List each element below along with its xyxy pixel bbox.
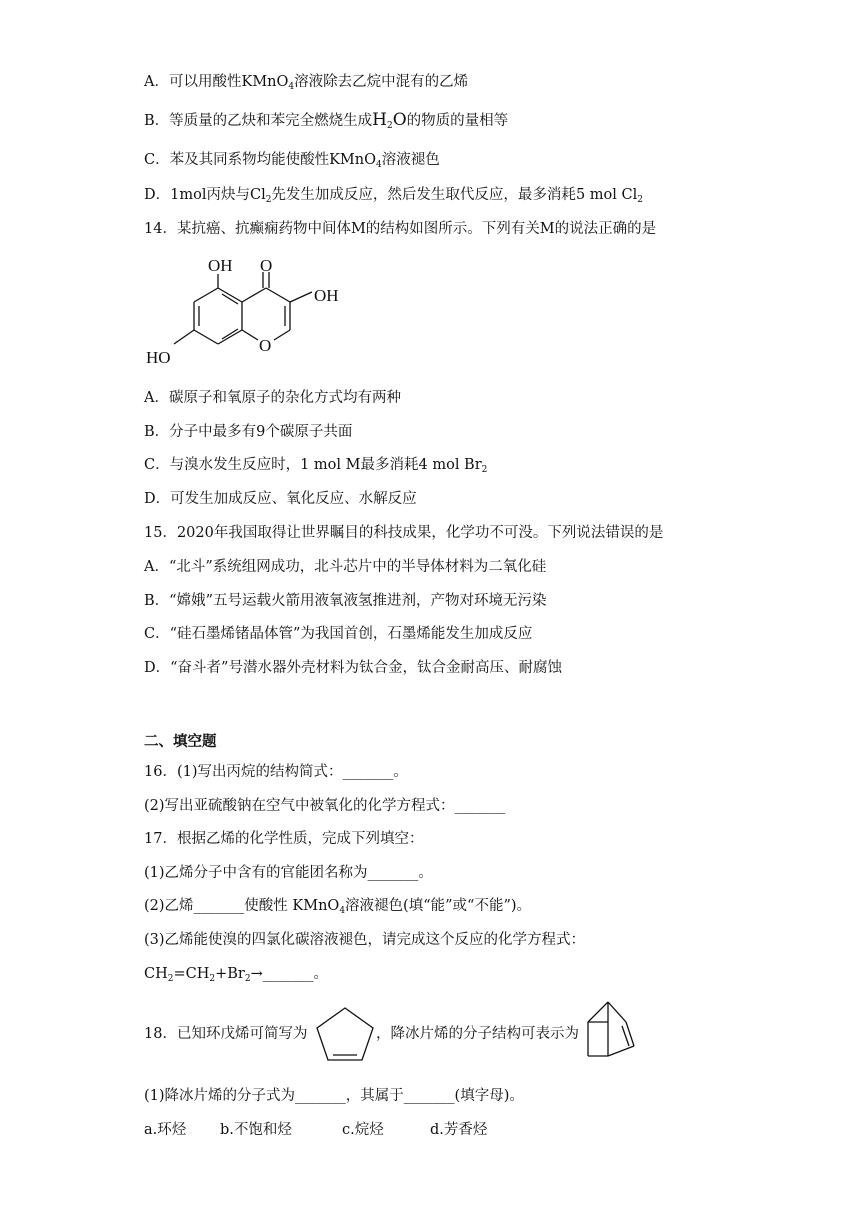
subscript: 2 — [265, 195, 272, 205]
q15-option-d: D．“奋斗者”号潜水器外壳材料为钛合金，钛合金耐高压、耐腐蚀 — [144, 660, 562, 676]
kmno4-formula: KMnO — [241, 74, 289, 90]
q13-option-d — [144, 185, 643, 205]
q18-stem-mid: ，降冰片烯的分子结构可表示为 — [376, 1026, 579, 1042]
q17-equation — [144, 964, 328, 984]
cl2-formula: Cl — [249, 187, 266, 203]
label-oh-right: OH — [314, 286, 339, 305]
q13-b-text: B．等质量的乙炔和苯完全燃烧生成 — [144, 113, 373, 129]
q13-option-b — [144, 110, 508, 131]
q13-a-text: A．可以用酸性 — [144, 74, 242, 90]
q13-c-text-end: 溶液褪色 — [381, 152, 440, 168]
q13-option-a — [144, 72, 468, 92]
q14-option-a: A．碳原子和氧原子的杂化方式均有两种 — [144, 390, 401, 406]
section-title: 二、填空题 — [144, 733, 217, 750]
eq-part: CH — [144, 966, 168, 982]
q13-b-text-end: 的物质的量相等 — [406, 113, 509, 129]
q14-option-b: B．分子中最多有9个碳原子共面 — [144, 424, 353, 440]
q17-part-3: (3)乙烯能使溴的四氯化碳溶液褪色，请完成这个反应的化学方程式： — [144, 932, 586, 948]
q17-p2-text: (2)乙烯_______使酸性 KMnO — [144, 898, 340, 914]
q17-part-1: (1)乙烯分子中含有的官能团名称为_______。 — [144, 865, 433, 881]
q17-stem: 17．根据乙烯的化学性质，完成下列填空： — [144, 831, 424, 847]
q13-d-text: D．1mol丙炔与 — [144, 187, 250, 203]
q15-option-b: B．“嫦娥”五号运载火箭用液氧液氢推进剂，产物对环境无污染 — [144, 593, 547, 609]
q13-option-c — [144, 150, 440, 170]
label-ho-left: HO — [146, 348, 171, 367]
q17-part-2 — [144, 896, 531, 916]
subscript: 2 — [209, 974, 216, 984]
q15-option-a: A．“北斗”系统组网成功，北斗芯片中的半导体材料为二氧化硅 — [144, 559, 547, 575]
kmno4-formula: KMnO — [329, 152, 376, 168]
q18-option-d: d.芳香烃 — [430, 1122, 488, 1138]
q18-stem-start: 18．已知环戊烯可简写为 — [144, 1026, 308, 1042]
cyclopentene-structure — [312, 1004, 378, 1066]
subscript: 4 — [376, 160, 382, 170]
molecule-bonds — [174, 272, 312, 344]
q14-option-c — [144, 455, 487, 475]
label-o-ketone: O — [260, 256, 273, 275]
label-o-ring: O — [259, 336, 272, 355]
eq-part: →_______。 — [250, 966, 328, 982]
q14-c-text: C．与溴水发生反应时，1 mol M最多消耗4 mol Br — [144, 457, 482, 473]
subscript: 2 — [244, 974, 251, 984]
q13-a-text-end: 溶液除去乙烷中混有的乙烯 — [294, 74, 469, 90]
q16-line-1: 16．(1)写出丙烷的结构简式：_______。 — [144, 764, 408, 780]
q13-c-text: C．苯及其同系物均能使酸性 — [144, 152, 330, 168]
h2o-formula-o: O — [392, 110, 407, 130]
eq-part: =CH — [173, 966, 210, 982]
q14-option-d: D．可发生加成反应、氧化反应、水解反应 — [144, 491, 417, 507]
q18-options — [144, 1120, 487, 1140]
subscript: 2 — [637, 195, 643, 205]
h2o-formula-h: H — [372, 110, 387, 130]
molecule-m-structure — [140, 252, 360, 377]
q17-p2-text-end: 溶液褪色(填“能”或“不能”)。 — [345, 898, 532, 914]
subscript: 2 — [167, 974, 174, 984]
q13-d-amount: 5 mol Cl — [575, 187, 638, 203]
q18-option-b: b.不饱和烃 — [220, 1122, 292, 1138]
norbornene-structure — [580, 994, 642, 1070]
q18-option-a: a.环烃 — [144, 1122, 187, 1138]
subscript: 4 — [288, 82, 295, 92]
q16-line-2: (2)写出亚硫酸钠在空气中被氧化的化学方程式：_______ — [144, 798, 506, 814]
q14-stem: 14．某抗癌、抗癫痫药物中间体M的结构如图所示。下列有关M的说法正确的是 — [144, 221, 657, 237]
subscript: 4 — [339, 906, 346, 916]
subscript: 2 — [386, 121, 393, 131]
label-oh-top: OH — [208, 256, 233, 275]
eq-part: +Br — [215, 966, 245, 982]
q15-stem: 15．2020年我国取得让世界瞩目的科技成果，化学功不可没。下列说法错误的是 — [144, 525, 664, 541]
q18-option-c: c.烷烃 — [342, 1122, 384, 1138]
q15-option-c: C．“硅石墨烯锗晶体管”为我国首创，石墨烯能发生加成反应 — [144, 626, 533, 642]
subscript: 2 — [481, 465, 488, 475]
q13-d-text-mid: 先发生加成反应，然后发生取代反应，最多消耗 — [271, 187, 576, 203]
q18-part-1: (1)降冰片烯的分子式为_______，其属于_______(填字母)。 — [144, 1088, 524, 1104]
